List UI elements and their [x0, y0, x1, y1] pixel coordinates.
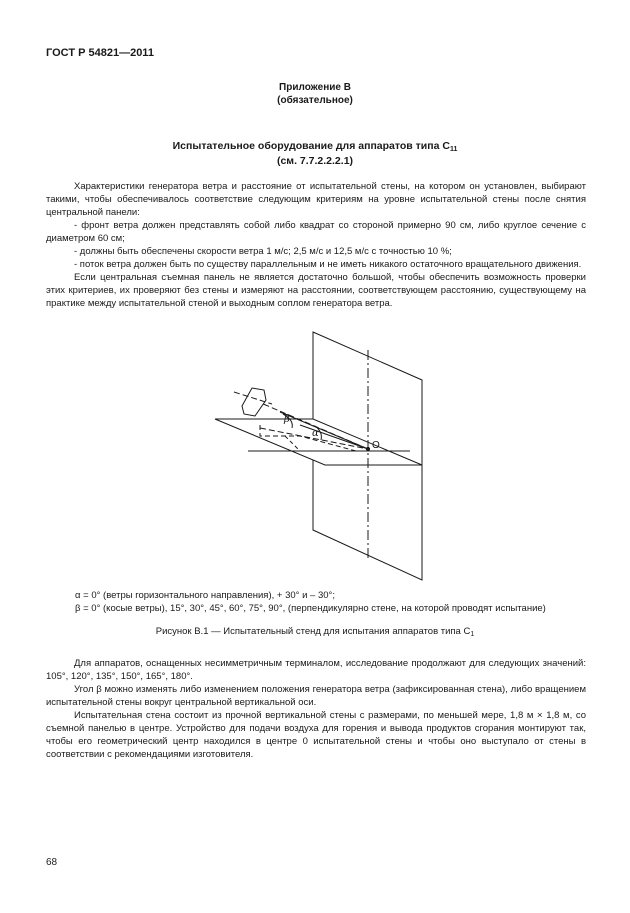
list-item: - поток ветра должен быть по существу параллельным и не иметь никакого остаточного вращательного движения. — [74, 259, 582, 270]
page-number: 68 — [46, 857, 58, 868]
list-item: - фронт ветра должен представлять собой либо квадрат со стороной примерно 90 см, либо круглое сечение с диаметром 60 см; — [46, 220, 586, 244]
annex-title: Приложение В — [279, 82, 351, 93]
paragraph: Угол β можно изменять либо изменением положения генератора ветра (зафиксированная стена), либо вращением испытательной стены вокруг центральной вертикальной оси. — [46, 684, 586, 708]
wind-generator — [242, 388, 266, 416]
center-point — [366, 447, 369, 450]
section-heading — [0, 140, 630, 152]
section-heading-text: Испытательное оборудование для аппаратов типа С — [172, 140, 450, 152]
list-item: - должны быть обеспечены скорости ветра 1 м/с; 2,5 м/с и 12,5 м/с с точностью 10 %; — [74, 246, 452, 257]
figure-caption — [0, 626, 630, 637]
paragraph: Испытательная стена состоит из прочной вертикальной стены с размерами, по меньшей мере, 1,8 м × 1,8 м, со съемной панелью в центре. Устройство для подачи воздуха для горения и вывода продуктов сгорания монтируют так, чтобы его геометрический центр находился в центре 0 испытательной стены и чтобы оно выступало от стены в соответствии с рекомендациями изготовителя. — [46, 710, 586, 760]
paragraph: Характеристики генератора ветра и расстояние от испытательной стены, на котором он установлен, выбирают такими, чтобы обеспечивалось соответствие следующим критериям на уровне испытательной стены после снятия центральной панели: — [46, 181, 586, 218]
label-o: O — [372, 440, 380, 451]
label-alpha: α — [312, 428, 319, 439]
section-reference: (см. 7.7.2.2.2.1) — [276, 155, 354, 167]
figure-caption-text: Рисунок В.1 — Испытательный стенд для испытания аппаратов типа С — [155, 626, 471, 637]
intro-text — [46, 180, 586, 310]
legend-beta: β = 0° (косые ветры), 15°, 30°, 45°, 60°, 75°, 90°, (перпендикулярно стене, на которой проводят испытание) — [75, 603, 546, 614]
label-beta: β — [284, 414, 290, 425]
annex-status: (обязательное) — [277, 95, 353, 106]
section-heading-sub: 11 — [449, 146, 458, 153]
paragraph: Для аппаратов, оснащенных несимметричным терминалом, исследование продолжают для следующих значений: 105°, 120°, 135°, 150°, 165°, 180°. — [46, 658, 586, 682]
figure-caption-sub: 1 — [470, 631, 475, 638]
after-figure-text — [46, 657, 586, 761]
paragraph: Если центральная съемная панель не является достаточно большой, чтобы обеспечить возможность проверки этих критериев, их проверяют без стены и измеряют на расстоянии, соответствующем расстоянию, существующему на практике между испытательной стеной и выходным соплом генератора ветра. — [46, 272, 586, 309]
test-stand-diagram — [180, 330, 440, 590]
standard-id: ГОСТ Р 54821—2011 — [46, 47, 154, 59]
legend-alpha: α = 0° (ветры горизонтального направления), + 30° и – 30°; — [75, 590, 335, 601]
